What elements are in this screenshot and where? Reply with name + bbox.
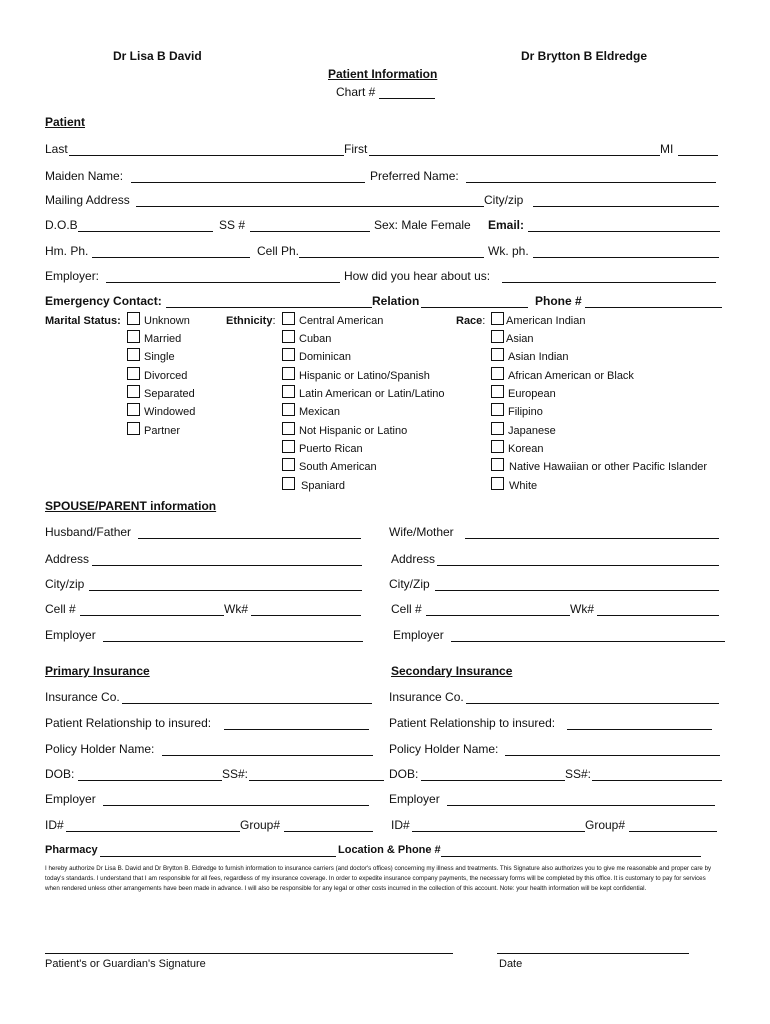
marital-checkbox-unknown[interactable] [127,312,140,325]
ethnicity-checkbox-cuban[interactable] [282,330,295,343]
first-name-label: First [344,142,368,156]
race-option-label: American Indian [506,315,586,327]
pharmacy-label: Pharmacy [45,844,98,856]
ethnicity-checkbox-central-american[interactable] [282,312,295,325]
primary-policy-holder-field[interactable] [162,755,373,756]
marital-checkbox-windowed[interactable] [127,403,140,416]
primary-ss-field[interactable] [249,780,384,781]
secondary-group-label: Group# [585,818,626,832]
marital-status-label: Marital Status: [45,315,121,327]
spouse-employer-label-left: Employer [45,628,96,642]
secondary-dob-label: DOB: [389,767,419,781]
ethnicity-checkbox-not-hispanic[interactable] [282,422,295,435]
secondary-insurance-heading: Secondary Insurance [391,664,513,678]
race-option-label: Korean [508,443,544,455]
race-label [456,315,485,327]
secondary-id-field[interactable] [412,831,585,832]
race-option-label: Filipino [508,406,543,418]
spouse-section-heading: SPOUSE/PARENT information [45,499,217,513]
primary-employer-label: Employer [45,792,96,806]
spouse-address-field-left[interactable] [92,565,362,566]
spouse-address-label-right: Address [391,552,436,566]
secondary-employer-field[interactable] [447,805,715,806]
ethnicity-checkbox-latin-american[interactable] [282,385,295,398]
race-checkbox-filipino[interactable] [491,403,504,416]
signature-label: Patient's or Guardian's Signature [45,958,206,970]
spouse-work-field-right[interactable] [597,615,719,616]
spouse-cell-field-right[interactable] [426,615,570,616]
secondary-group-field[interactable] [629,831,717,832]
relation-label: Relation [372,294,420,308]
date-field[interactable] [497,953,689,954]
spouse-employer-label-right: Employer [393,628,444,642]
ssn-label: SS # [219,218,246,232]
form-title: Patient Information [328,67,438,81]
spouse-city-zip-label-right: City/Zip [389,577,430,591]
primary-dob-label: DOB: [45,767,75,781]
race-option-label: Asian [506,333,534,345]
ethnicity-option-label: Puerto Rican [299,443,363,455]
ethnicity-option-label: Dominican [299,351,351,363]
secondary-relationship-field[interactable] [567,729,712,730]
dob-field[interactable] [78,231,213,232]
secondary-dob-field[interactable] [421,780,565,781]
marital-option-label: Unknown [144,315,190,327]
primary-id-field[interactable] [66,831,240,832]
middle-initial-label: MI [660,142,674,156]
spouse-work-field-left[interactable] [251,615,361,616]
wife-mother-label: Wife/Mother [389,525,454,539]
ethnicity-option-label: Hispanic or Latino/Spanish [299,370,430,382]
spouse-city-zip-field-left[interactable] [89,590,362,591]
marital-option-label: Separated [144,388,195,400]
ethnicity-option-label: Mexican [299,406,340,418]
primary-policy-holder-label: Policy Holder Name: [45,742,155,756]
ethnicity-label [226,315,276,327]
sex-label[interactable]: Sex: Male Female [374,218,471,232]
dob-label: D.O.B [45,218,78,232]
emergency-phone-label: Phone # [535,294,582,308]
spouse-city-zip-label-left: City/zip [45,577,85,591]
spouse-cell-label-left: Cell # [45,602,76,616]
race-checkbox-asian-indian[interactable] [491,348,504,361]
pharmacy-location-field[interactable] [441,856,701,857]
emergency-contact-label: Emergency Contact: [45,294,162,308]
race-option-label: African American or Black [508,370,634,382]
secondary-policy-holder-label: Policy Holder Name: [389,742,499,756]
race-option-label: Native Hawaiian or other Pacific Islander [509,461,708,473]
maiden-name-label: Maiden Name: [45,169,124,183]
email-field[interactable] [528,231,720,232]
pharmacy-field[interactable] [100,856,336,857]
emergency-contact-field[interactable] [166,307,372,308]
marital-option-label: Married [144,333,182,345]
primary-insurance-company-label: Insurance Co. [45,690,120,704]
race-checkbox-asian[interactable] [491,330,504,343]
wife-mother-field[interactable] [465,538,719,539]
marital-checkbox-partner[interactable] [127,422,140,435]
race-checkbox-korean[interactable] [491,440,504,453]
race-checkbox-european[interactable] [491,385,504,398]
race-option-label: Japanese [508,425,556,437]
referral-source-label: How did you hear about us: [344,269,491,283]
preferred-name-label: Preferred Name: [370,169,459,183]
race-option-label: White [509,480,538,492]
last-name-label: Last [45,142,68,156]
ethnicity-option-label: Latin American or Latin/Latino [299,388,445,400]
last-name-field[interactable] [69,155,344,156]
spouse-work-label-right: Wk# [570,602,594,616]
mailing-address-field[interactable] [136,206,484,207]
city-zip-label: City/zip [484,193,524,207]
primary-insurance-heading: Primary Insurance [45,664,150,678]
doctor-left-name: Dr Lisa B David [113,49,202,63]
secondary-id-label: ID# [391,818,410,832]
marital-option-label: Single [144,351,175,363]
city-zip-field[interactable] [533,206,719,207]
race-label-text: Race [456,315,483,327]
secondary-policy-holder-field[interactable] [505,755,720,756]
doctor-right-name: Dr Brytton B Eldredge [521,49,648,63]
chart-number-label: Chart # [336,85,376,99]
spouse-employer-field-right[interactable] [451,641,725,642]
patient-section-heading: Patient [45,115,86,129]
work-phone-label: Wk. ph. [488,244,529,258]
secondary-employer-label: Employer [389,792,440,806]
spouse-city-zip-field-right[interactable] [435,590,719,591]
race-checkbox-african-american[interactable] [491,367,504,380]
race-checkbox-white[interactable] [491,477,504,490]
secondary-ss-field[interactable] [592,780,722,781]
ethnicity-label-text: Ethnicity [226,315,273,327]
signature-field[interactable] [45,953,453,954]
chart-number-field[interactable] [379,98,435,99]
secondary-relationship-label: Patient Relationship to insured: [389,716,556,730]
husband-father-field[interactable] [138,538,361,539]
home-phone-label: Hm. Ph. [45,244,89,258]
secondary-insurance-company-field[interactable] [466,703,719,704]
primary-insurance-company-field[interactable] [122,703,372,704]
marital-option-label: Partner [144,425,181,437]
race-option-label: European [508,388,556,400]
ethnicity-option-label: South American [299,461,377,473]
work-phone-field[interactable] [533,257,719,258]
pharmacy-location-label: Location & Phone # [338,844,441,856]
date-label: Date [499,958,523,970]
primary-group-label: Group# [240,818,281,832]
employer-label: Employer: [45,269,100,283]
race-checkbox-japanese[interactable] [491,422,504,435]
authorization-statement: I hereby authorize Dr Lisa B. David and Dr Brytton B. Eldredge to furnish information to insurance carriers (and doctor's offices) concerning my illness and treatments. This Signature also authorizes you to give me reasonable and proper care by today's standards. I understand that I am responsible for all fees, regardless of my insurance coverage. In order to expedite insurance company payments, the necessary forms will be completed by this office. It is customary to pay for services when rendered unless other arrangements have been made in advance. I will also be responsible for any legal or other costs incurred in the collection of this account. Note: your health information will be kept confidential. [45,865,712,892]
maiden-name-field[interactable] [131,182,365,183]
preferred-name-field[interactable] [466,182,716,183]
spouse-work-label-left: Wk# [224,602,248,616]
relation-field[interactable] [421,307,528,308]
employer-field[interactable] [106,282,340,283]
referral-source-field[interactable] [502,282,716,283]
emergency-phone-field[interactable] [585,307,722,308]
husband-father-label: Husband/Father [45,525,132,539]
ethnicity-checkbox-hispanic[interactable] [282,367,295,380]
spouse-address-label-left: Address [45,552,90,566]
secondary-ss-label: SS#: [565,767,592,781]
primary-employer-field[interactable] [103,805,369,806]
first-name-field[interactable] [369,155,660,156]
primary-group-field[interactable] [284,831,373,832]
race-checkbox-american-indian[interactable] [491,312,504,325]
spouse-employer-field-left[interactable] [103,641,363,642]
home-phone-field[interactable] [92,257,250,258]
ethnicity-checkbox-dominican[interactable] [282,348,295,361]
spouse-cell-label-right: Cell # [391,602,422,616]
ethnicity-option-label: Not Hispanic or Latino [299,425,408,437]
marital-checkbox-divorced[interactable] [127,367,140,380]
mailing-address-label: Mailing Address [45,193,130,207]
primary-relationship-field[interactable] [224,729,369,730]
marital-option-label: Divorced [144,370,188,382]
primary-id-label: ID# [45,818,64,832]
marital-checkbox-separated[interactable] [127,385,140,398]
ethnicity-label-colon: : [272,315,276,327]
marital-option-label: Windowed [144,406,196,418]
ssn-field[interactable] [250,231,370,232]
ethnicity-checkbox-mexican[interactable] [282,403,295,416]
middle-initial-field[interactable] [678,155,718,156]
race-option-label: Asian Indian [508,351,569,363]
race-label-colon: : [482,315,486,327]
ethnicity-checkbox-south-american[interactable] [282,458,295,471]
ethnicity-checkbox-puerto-rican[interactable] [282,440,295,453]
cell-phone-field[interactable] [299,257,484,258]
marital-checkbox-married[interactable] [127,330,140,343]
spouse-cell-field-left[interactable] [80,615,224,616]
ethnicity-option-label: Cuban [299,333,332,345]
ethnicity-option-label: Central American [299,315,384,327]
cell-phone-label: Cell Ph. [257,244,300,258]
ethnicity-option-label: Spaniard [301,480,346,492]
ethnicity-checkbox-spaniard[interactable] [282,477,295,490]
primary-ss-label: SS#: [222,767,249,781]
marital-checkbox-single[interactable] [127,348,140,361]
race-checkbox-native-hawaiian[interactable] [491,458,504,471]
email-label: Email: [488,218,525,232]
secondary-insurance-company-label: Insurance Co. [389,690,464,704]
primary-relationship-label: Patient Relationship to insured: [45,716,212,730]
spouse-address-field-right[interactable] [437,565,719,566]
primary-dob-field[interactable] [78,780,222,781]
